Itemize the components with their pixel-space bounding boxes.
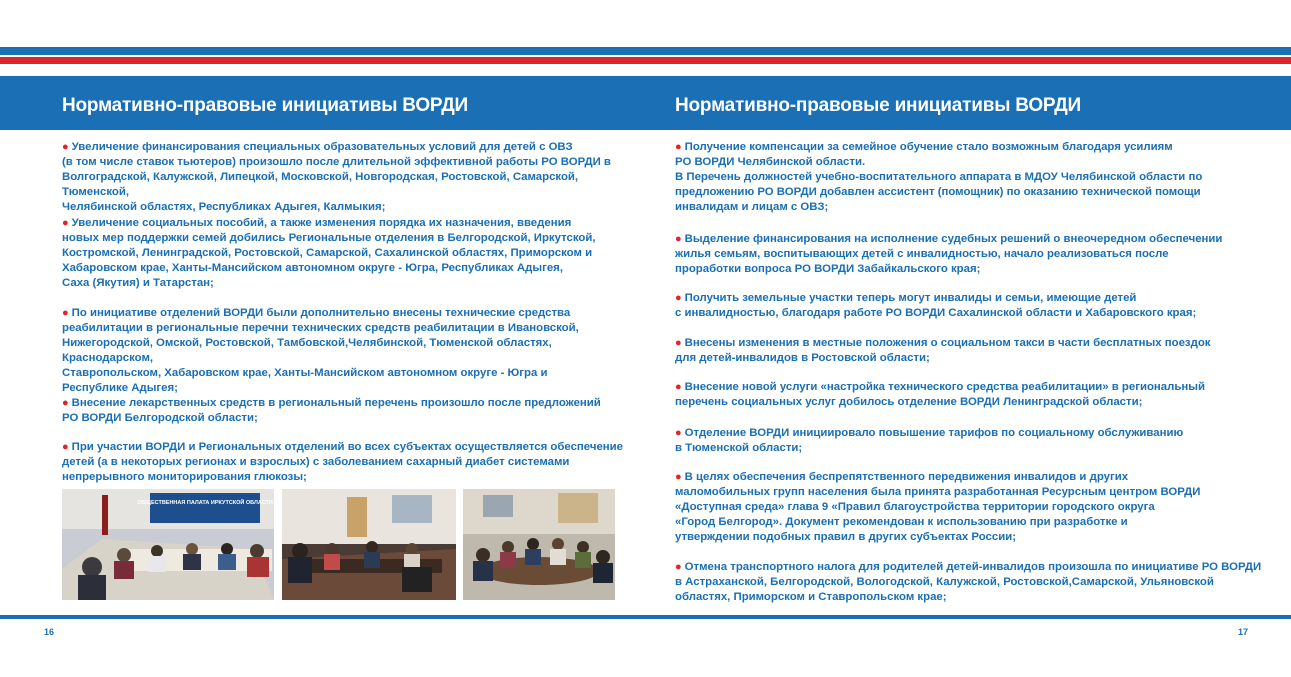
left-page-title: Нормативно-правовые инициативы ВОРДИ [62, 95, 468, 116]
right-bullet-3 [675, 291, 1196, 321]
bullet-text: По инициативе отделений ВОРДИ были дополнительно внесены технические средства реабилитации в региональные перечни технических средств реабилитации в Ивановской, Нижегородской, Омской, Ростовской, Тамбовской,Челябинской, Тюменской областях, Краснодарском, Ставропольском, Хабаровском крае, Ханты-Мансийском автономном округе - Югра и Республике Адыгея; [62, 307, 579, 394]
bullet-dot-icon: ● [62, 217, 69, 229]
bullet-text: Внесение лекарственных средств в региональный перечень произошло после предложений РО ВОРДИ Белгородской области; [62, 397, 601, 424]
left-bullet-1 [62, 140, 637, 215]
bullet-text: Увеличение социальных пособий, а также изменения порядка их назначения, введения новых мер поддержки семей добились Региональные отделения в Белгородской, Иркутской, Костромской, Ленинградской, Ростовской, Самарской, Сахалинской областях, Приморском и Хабаровском крае, Ханты-Мансийском автономном округе - Югра, Республиках Адыгея, Саха (Якутия) и Татарстан; [62, 217, 596, 289]
meeting-photo-2 [282, 489, 456, 600]
top-white-stripe [0, 64, 1291, 76]
bullet-text: Выделение финансирования на исполнение судебных решений о внеочередном обеспечении жилья семьям, воспитывающих детей с инвалидностью, начало реализоваться после проработки вопроса РО ВОРДИ Забайкальского края; [675, 233, 1223, 275]
bottom-blue-bar [0, 615, 1291, 619]
left-bullet-2 [62, 216, 596, 291]
bullet-dot-icon: ● [675, 427, 682, 439]
bullet-dot-icon: ● [675, 292, 682, 304]
bullet-dot-icon: ● [675, 233, 682, 245]
right-page-title: Нормативно-правовые инициативы ВОРДИ [675, 95, 1081, 116]
right-bullet-2 [675, 232, 1222, 277]
left-bullet-5 [62, 440, 623, 485]
bullet-text: Внесены изменения в местные положения о социальном такси в части бесплатных поездок для детей-инвалидов в Ростовской области; [675, 337, 1211, 364]
bullet-text: Отмена транспортного налога для родителей детей-инвалидов произошла по инициативе РО ВОРДИ в Астраханской, Белгородской, Вологодской, Калужской, Ростовской,Самарской, Ульяновской областях, Приморском и Ставропольском крае; [675, 561, 1262, 603]
bullet-dot-icon: ● [62, 441, 69, 453]
photo-strip [62, 489, 615, 600]
meeting-photo-1 [62, 489, 274, 600]
right-bullet-8 [675, 560, 1261, 605]
right-bullet-7 [675, 470, 1200, 545]
right-bullet-6 [675, 426, 1183, 456]
bullet-dot-icon: ● [675, 471, 682, 483]
top-red-stripe [0, 57, 1291, 64]
bullet-dot-icon: ● [675, 381, 682, 393]
right-bullet-5 [675, 380, 1205, 410]
meeting-photo-3 [463, 489, 615, 600]
left-bullet-3 [62, 306, 637, 396]
bullet-text: Увеличение финансирования специальных образовательных условий для детей с ОВЗ (в том числе ставок тьютеров) произошло после длительной эффективной работы РО ВОРДИ в Волгоградской, Калужской, Липецкой, Московской, Новгородская, Ростовской, Самарской, Тюменской, Челябинской областях, Республиках Адыгея, Калмыкия; [62, 141, 611, 213]
right-page-number: 17 [1238, 627, 1249, 637]
bullet-text: Получение компенсации за семейное обучение стало возможным благодаря усилиям РО ВОРДИ Челябинской области. В Перечень должностей учебно-воспитательного аппарата в МДОУ Челябинской области по предложению РО ВОРДИ добавлен ассистент (помощник) по оказанию технической помощи инвалидам и лицам с ОВЗ; [675, 141, 1203, 213]
left-bullet-4 [62, 396, 601, 426]
bullet-dot-icon: ● [675, 337, 682, 349]
bullet-dot-icon: ● [675, 561, 682, 573]
bullet-text: Внесение новой услуги «настройка технического средства реабилитации» в региональный перечень социальных услуг добилось отделение ВОРДИ Ленинградской области; [675, 381, 1205, 408]
right-bullet-1 [675, 140, 1202, 215]
left-page-number: 16 [44, 627, 55, 637]
bullet-text: Отделение ВОРДИ инициировало повышение тарифов по социальному обслуживанию в Тюменской области; [675, 427, 1184, 454]
bullet-dot-icon: ● [62, 397, 69, 409]
bullet-dot-icon: ● [62, 307, 69, 319]
top-blue-stripe [0, 47, 1291, 55]
bullet-dot-icon: ● [675, 141, 682, 153]
right-bullet-4 [675, 336, 1211, 366]
banner-text: ОБЩЕСТВЕННАЯ ПАЛАТА ИРКУТСКОЙ ОБЛАСТИ [137, 500, 273, 506]
bullet-text: При участии ВОРДИ и Региональных отделений во всех субъектах осуществляется обеспечение детей (а в некоторых регионах и взрослых) с заболеванием сахарный диабет системами непрерывного мониторирования глюкозы; [62, 441, 624, 483]
bullet-text: В целях обеспечения беспрепятственного передвижения инвалидов и других маломобильных групп населения была принята разработанная Ресурсным центром ВОРДИ «Доступная среда» глава 9 «Правил благоустройства территории городского округа «Город Белгород». Документ рекомендован к использованию при разработке и утверждении подобных правил в других субъектах России; [675, 471, 1201, 543]
bullet-dot-icon: ● [62, 141, 69, 153]
bullet-text: Получить земельные участки теперь могут инвалиды и семьи, имеющие детей с инвалидностью, благодаря работе РО ВОРДИ Сахалинской области и Хабаровского края; [675, 292, 1197, 319]
